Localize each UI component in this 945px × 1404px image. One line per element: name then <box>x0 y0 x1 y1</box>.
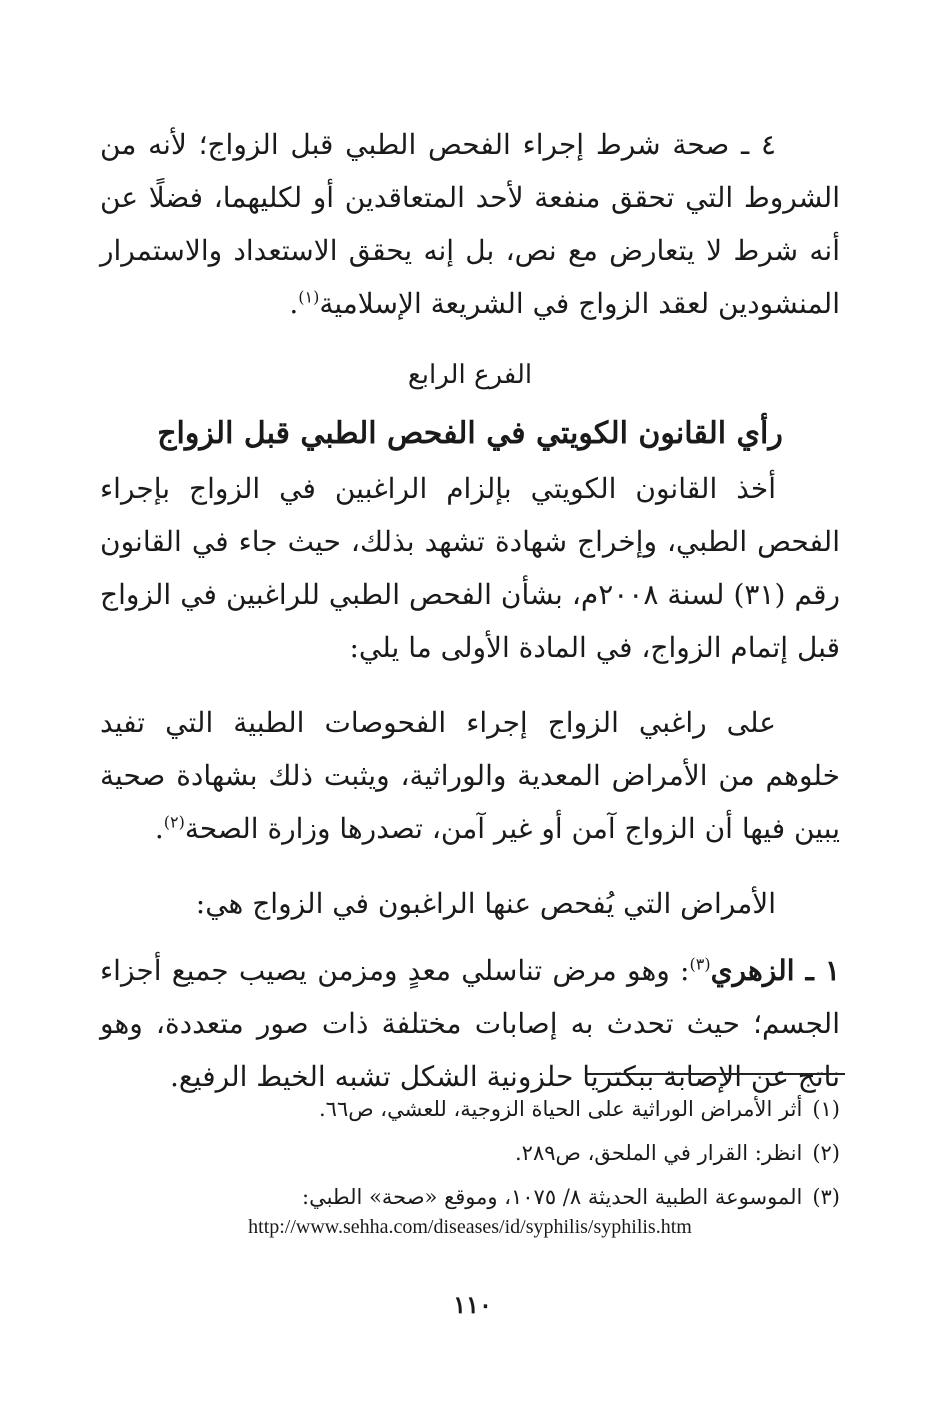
section-4-paragraph <box>100 118 840 330</box>
footnote-divider <box>587 1073 845 1075</box>
footnote-2-text: انظر: القرار في الملحق، ص٢٨٩. <box>514 1141 803 1165</box>
footnote-ref-1[interactable]: (١) <box>298 287 320 307</box>
section-4-number: ٤ ـ <box>741 128 777 161</box>
page-body <box>100 118 840 1103</box>
section-4-text: صحة شرط إجراء الفحص الطبي قبل الزواج؛ لأنه من الشروط التي تحقق منفعة لأحد المتعاقدين أو لكليهما، فضلًا عن أنه شرط لا يتعارض مع نص، بل إنه يحقق الاستعداد والاستمرار المنشودين لعقد الزواج في الشريعة الإسلامية <box>100 128 840 320</box>
footnote-ref-3[interactable]: (٣) <box>689 954 711 974</box>
item-1-text: : وهو مرض تناسلي معدٍ ومزمن يصيب جميع أجزاء الجسم؛ حيث تحدث به إصابات مختلفة ذات صور متعددة، وهو ناتج عن الإصابة ببكتريا حلزونية الشكل تشبه الخيط الرفيع. <box>100 954 840 1093</box>
item-1-label: ١ ـ الزهري <box>710 954 840 987</box>
section-heading: رأي القانون الكويتي في الفحص الطبي قبل الزواج <box>157 416 783 451</box>
subheading: الفرع الرابع <box>407 360 533 390</box>
footnote-2 <box>100 1136 840 1170</box>
page-number: ١١٠ <box>453 1290 492 1319</box>
quote-end: . <box>154 812 164 845</box>
footnote-ref-2[interactable]: (٢) <box>163 812 185 832</box>
footnote-2-number: (٢) <box>812 1141 840 1165</box>
quote-text: على راغبي الزواج إجراء الفحوصات الطبية التي تفيد خلوهم من الأمراض المعدية والوراثية، ويثبت ذلك بشهادة صحية يبين فيها أن الزواج آمن أو غير آمن، تصدرها وزارة الصحة <box>100 706 840 845</box>
footnote-1-text: أثر الأمراض الوراثية على الحياة الزوجية، للعشي، ص٦٦. <box>318 1097 803 1121</box>
quote-paragraph <box>100 696 840 855</box>
footnote-3-number: (٣) <box>812 1185 840 1209</box>
footnote-1-number: (١) <box>812 1097 840 1121</box>
footnote-3 <box>100 1180 840 1214</box>
paragraph-law: أخذ القانون الكويتي بإلزام الراغبين في الزواج بإجراء الفحص الطبي، وإخراج شهادة تشهد بذلك، حيث جاء في القانون رقم (٣١) لسنة ٢٠٠٨م، بشأن الفحص الطبي للراغبين في الزواج قبل إتمام الزواج، في المادة الأولى ما يلي: <box>100 472 840 664</box>
section-4-end: . <box>289 287 299 320</box>
footnote-3-url[interactable]: http://www.sehha.com/diseases/id/syphilis/syphilis.htm <box>248 1216 692 1238</box>
footnote-1 <box>100 1092 840 1126</box>
footnotes <box>100 1092 840 1239</box>
item-1-paragraph <box>100 944 840 1103</box>
footnote-3-text: الموسوعة الطبية الحديثة ٨/ ١٠٧٥، وموقع «صحة» الطبي: <box>302 1185 803 1209</box>
diseases-intro: الأمراض التي يُفحص عنها الراغبون في الزواج هي: <box>195 887 776 920</box>
